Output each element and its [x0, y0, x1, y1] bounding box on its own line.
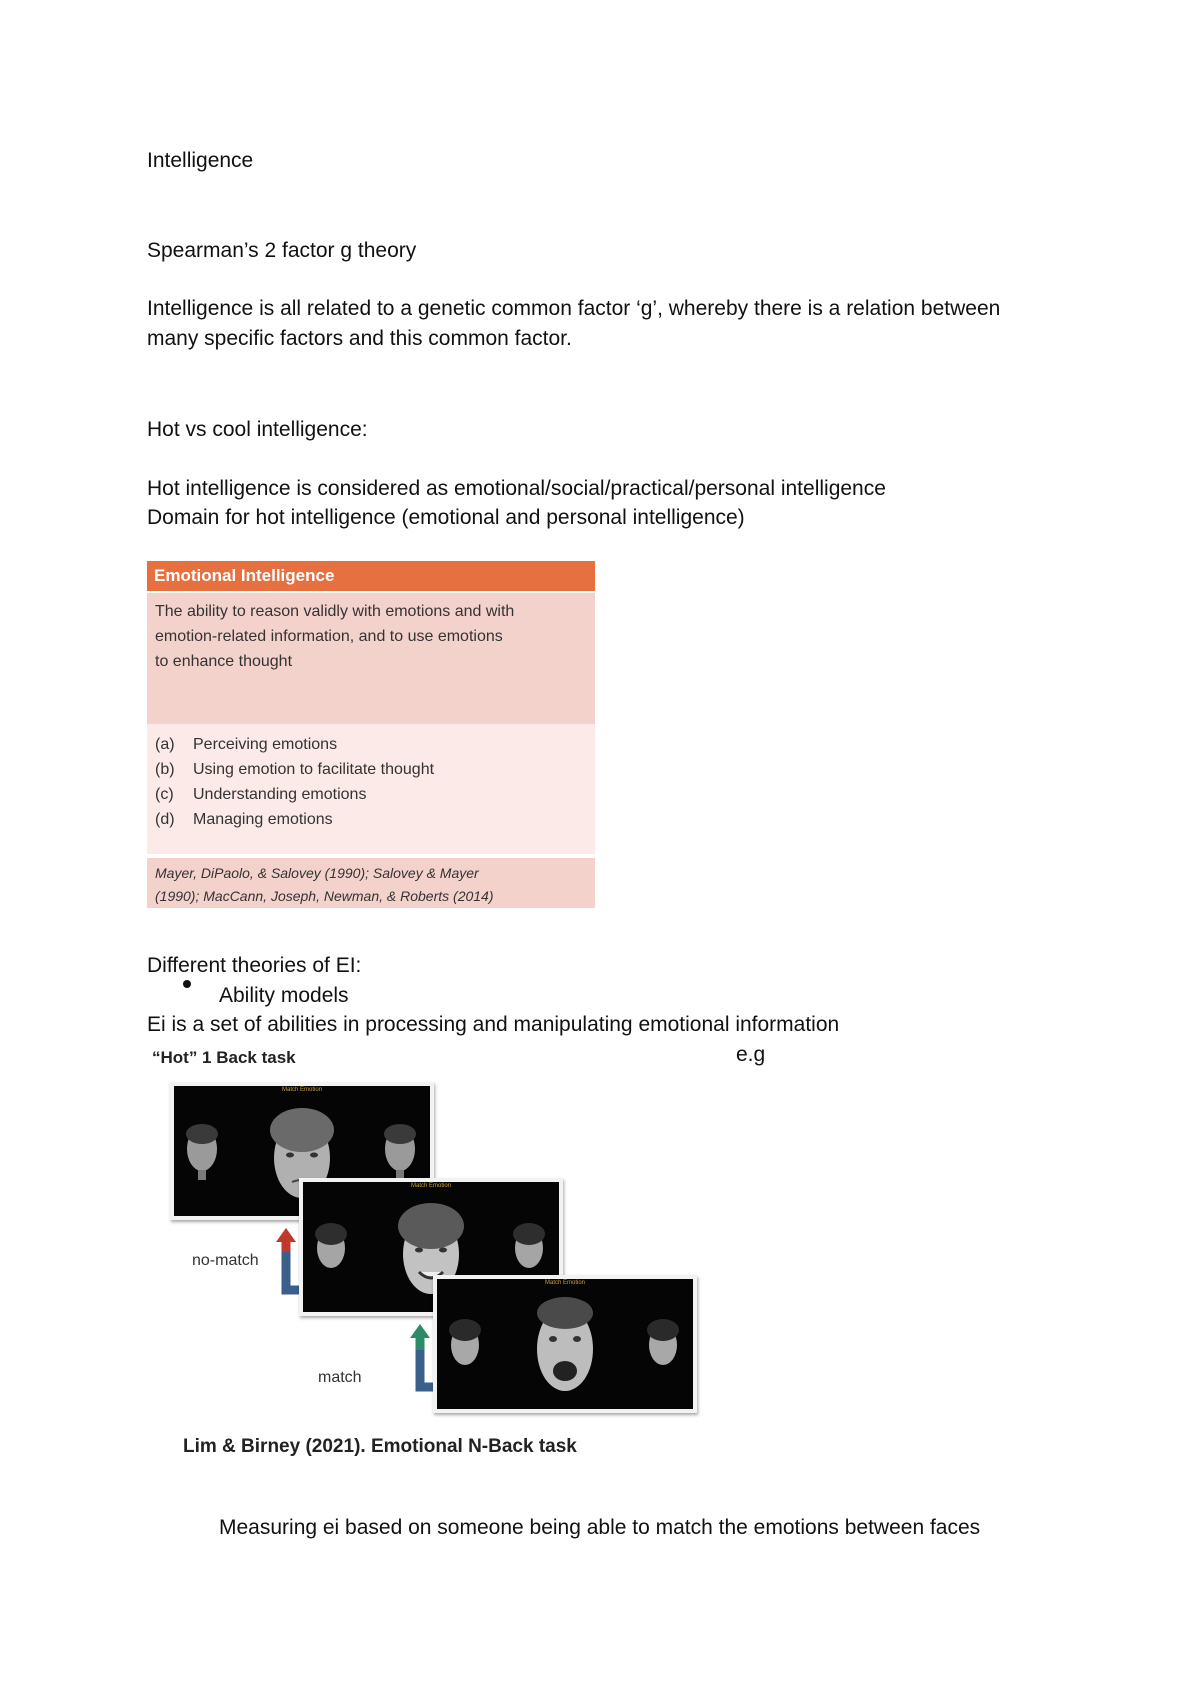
face-icon [311, 1216, 351, 1278]
face-icon [643, 1313, 683, 1375]
ei-def-line-2: emotion-related information, and to use emotions [155, 628, 503, 645]
heading-spearman: Spearman’s 2 factor g theory [147, 239, 417, 262]
label-no-match: no-match [192, 1252, 259, 1269]
bullet-ability-models: Ability models [219, 984, 349, 1007]
heading-hot-cool: Hot vs cool intelligence: [147, 418, 368, 441]
heading-theories: Different theories of EI: [147, 954, 362, 977]
ei-box-header: Emotional Intelligence [147, 561, 595, 591]
spearman-line-1: Intelligence is all related to a genetic common factor ‘g’, whereby there is a relation between [147, 297, 1001, 320]
measuring-text: Measuring ei based on someone being able to match the emotions between faces [219, 1516, 981, 1539]
nback-panel-3 [433, 1275, 697, 1413]
spearman-line-2: many specific factors and this common factor. [147, 327, 572, 350]
arrow-head-red-icon [276, 1228, 296, 1242]
face-icon [509, 1216, 549, 1278]
figure-title: “Hot” 1 Back task [152, 1048, 296, 1067]
ability-description: Ei is a set of abilities in processing and manipulating emotional information [147, 1013, 840, 1036]
item-letter: (a) [155, 736, 175, 753]
face-icon [445, 1313, 485, 1375]
face-icon [182, 1116, 222, 1182]
label-match: match [318, 1369, 362, 1386]
face-icon [380, 1116, 420, 1182]
hot-line-1: Hot intelligence is considered as emotional/social/practical/personal intelligence [147, 477, 886, 500]
eg-label: e.g [736, 1043, 766, 1066]
ei-ref-line-1: Mayer, DiPaolo, & Salovey (1990); Salovey & Mayer [155, 865, 479, 881]
ei-def-line-1: The ability to reason validly with emotions and with [155, 603, 515, 620]
panel-caption: Match Emotion [410, 1183, 452, 1189]
hot-line-2: Domain for hot intelligence (emotional and personal intelligence) [147, 506, 745, 529]
item-text: Using emotion to facilitate thought [193, 761, 435, 778]
item-text: Managing emotions [193, 811, 333, 828]
item-text: Understanding emotions [193, 786, 367, 803]
ei-ref-line-2: (1990); MacCann, Joseph, Newman, & Roberts (2014) [155, 888, 494, 904]
panel-caption: Match Emotion [544, 1280, 586, 1286]
item-letter: (c) [155, 786, 174, 803]
item-text: Perceiving emotions [193, 736, 338, 753]
face-icon [525, 1289, 605, 1403]
ei-def-line-3: to enhance thought [155, 653, 293, 670]
panel-caption: Match Emotion [281, 1087, 323, 1093]
arrow-head-green-icon [410, 1324, 430, 1338]
figure-caption: Lim & Birney (2021). Emotional N-Back task [183, 1436, 577, 1457]
page-title: Intelligence [147, 149, 254, 172]
item-letter: (b) [155, 761, 175, 778]
item-letter: (d) [155, 811, 175, 828]
